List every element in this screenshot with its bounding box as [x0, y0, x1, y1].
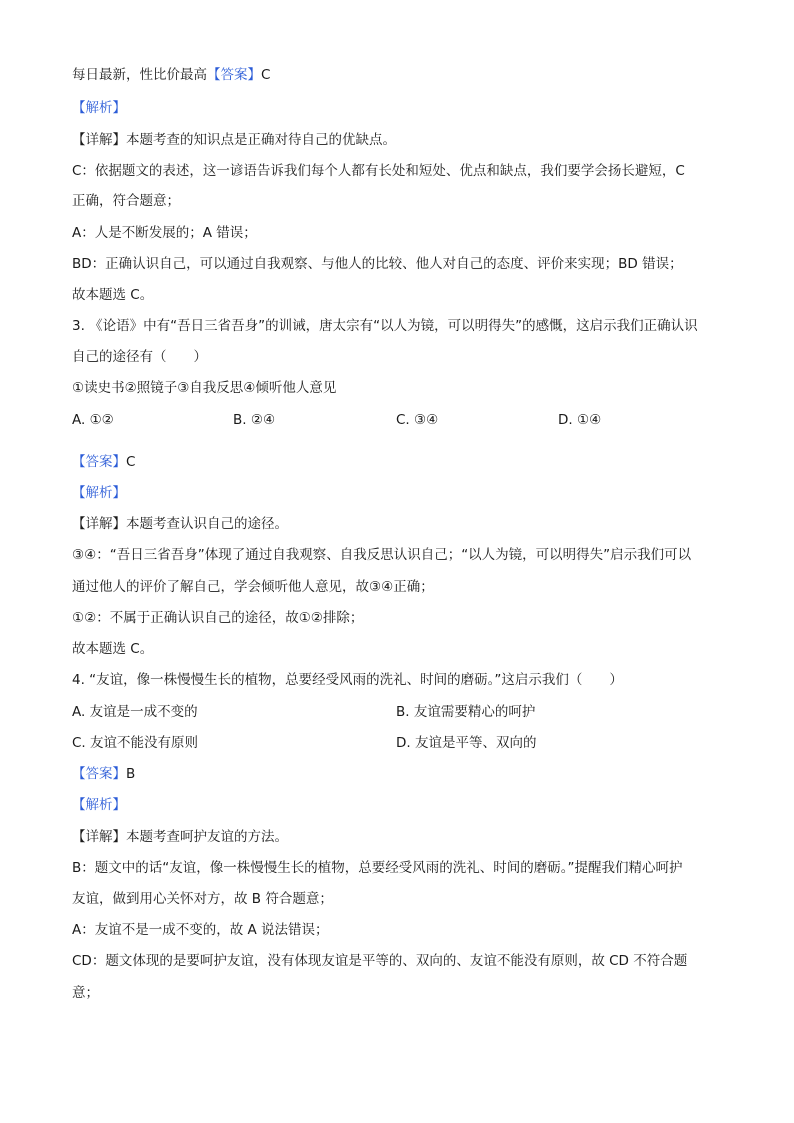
- analysis-heading: 【解析】: [72, 797, 126, 813]
- question-stem: 3. 《论语》中有“吾日三省吾身”的训诫，唐太宗有“以人为镜，可以明得失”的感慨，这启示我们正确认识: [72, 318, 698, 334]
- explanation-line: 通过他人的评价了解自己，学会倾听他人意见，故③④正确；: [72, 579, 434, 595]
- option-b: B. 友谊需要精心的呵护: [396, 704, 536, 720]
- detail-text: 本题考查认识自己的途径。: [126, 516, 288, 532]
- option-a: A. 友谊是一成不变的: [72, 704, 198, 720]
- detail-text: 本题考查呵护友谊的方法。: [126, 829, 288, 845]
- explanation-line: 友谊，做到用心关怀对方，故 B 符合题意；: [72, 891, 333, 907]
- explanation-line: C：依据题文的表述，这一谚语告诉我们每个人都有长处和短处、优点和缺点，我们要学会扬长避短，C: [72, 163, 685, 179]
- explanation-line: 正确，符合题意；: [72, 193, 180, 209]
- option-c: C. 友谊不能没有原则: [72, 735, 199, 751]
- explanation-line: 意；: [72, 985, 99, 1001]
- explanation-line: B：题文中的话“友谊，像一株慢慢生长的植物，总要经受风雨的洗礼、时间的磨砺。”提醒我们精心呵护: [72, 860, 683, 876]
- explanation-line: A：友谊不是一成不变的，故 A 说法错误；: [72, 922, 329, 938]
- analysis-heading: 【解析】: [72, 485, 126, 501]
- question-stem: 4. “友谊，像一株慢慢生长的植物，总要经受风雨的洗礼、时间的磨砺。”这启示我们（ ）: [72, 672, 623, 688]
- option-a: A. ①②: [72, 412, 114, 428]
- detail-line: [72, 515, 288, 533]
- header-line: [72, 66, 270, 84]
- explanation-line: ③④：“吾日三省吾身”体现了通过自我观察、自我反思认识自己；“以人为镜，可以明得失”启示我们可以: [72, 547, 692, 563]
- detail-tag: 【详解】: [72, 132, 126, 148]
- detail-line: [72, 131, 396, 149]
- option-d: D. ①④: [558, 412, 602, 428]
- conclusion-line: 故本题选 C。: [72, 287, 154, 303]
- explanation-line: CD：题文体现的是要呵护友谊，没有体现友谊是平等的、双向的、友谊不能没有原则，故 CD 不符合题: [72, 953, 688, 969]
- answer-tag: 【答案】: [207, 67, 261, 83]
- answer-tag: 【答案】: [72, 766, 126, 782]
- answer-line: [72, 453, 135, 471]
- option-b: B. ②④: [233, 412, 276, 428]
- detail-text: 本题考查的知识点是正确对待自己的优缺点。: [126, 132, 396, 148]
- explanation-line: A：人是不断发展的；A 错误；: [72, 225, 257, 241]
- question-stem: 自己的途径有（ ）: [72, 349, 207, 365]
- explanation-line: BD：正确认识自己，可以通过自我观察、与他人的比较、他人对自己的态度、评价来实现；BD 错误；: [72, 256, 683, 272]
- conclusion-line: 故本题选 C。: [72, 641, 154, 657]
- answer-value: B: [126, 766, 136, 782]
- answer-value: C: [126, 454, 136, 470]
- answer-tag: 【答案】: [72, 454, 126, 470]
- option-c: C. ③④: [396, 412, 439, 428]
- option-d: D. 友谊是平等、双向的: [396, 735, 537, 751]
- analysis-heading: 【解析】: [72, 100, 126, 116]
- answer-value: C: [261, 67, 271, 83]
- detail-tag: 【详解】: [72, 829, 126, 845]
- header-prefix: 每日最新，性比价最高: [72, 67, 207, 83]
- answer-line: [72, 765, 135, 783]
- question-items: ①读史书②照镜子③自我反思④倾听他人意见: [72, 380, 337, 396]
- explanation-line: ①②：不属于正确认识自己的途径，故①②排除；: [72, 610, 364, 626]
- detail-tag: 【详解】: [72, 516, 126, 532]
- detail-line: [72, 828, 288, 846]
